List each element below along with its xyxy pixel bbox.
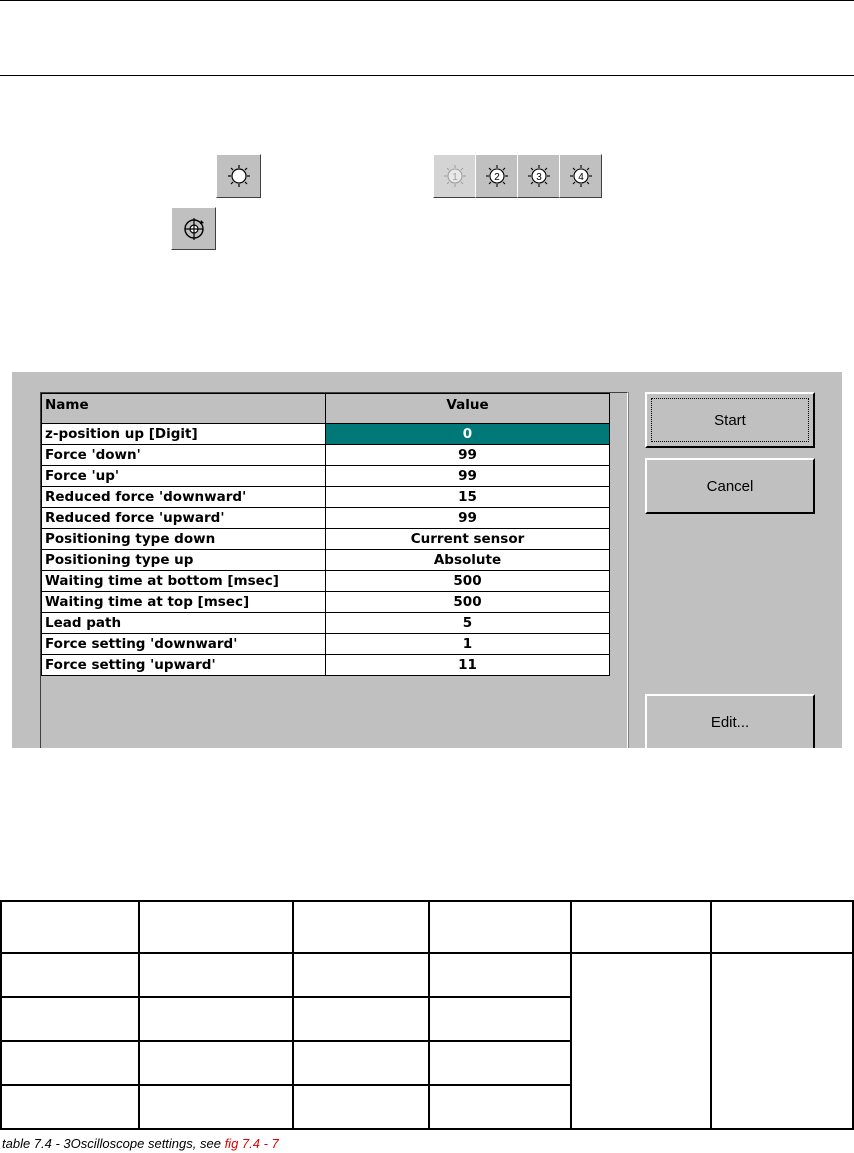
parameter-name: Positioning type up xyxy=(42,550,326,571)
numbered-sun-icon xyxy=(526,163,552,189)
parameter-name: Positioning type down xyxy=(42,529,326,550)
parameter-grid xyxy=(40,392,628,748)
parameter-value[interactable]: 99 xyxy=(326,466,610,487)
cycle-measure-button[interactable] xyxy=(171,207,216,250)
parameter-value[interactable]: 500 xyxy=(326,571,610,592)
cancel-button-label: Cancel xyxy=(706,477,754,495)
parameter-row[interactable] xyxy=(42,424,610,445)
table-cell xyxy=(571,953,711,1129)
parameter-value[interactable]: 5 xyxy=(326,613,610,634)
channel-number: 1 xyxy=(451,172,458,183)
start-button[interactable] xyxy=(645,392,815,448)
table-cell xyxy=(429,997,571,1041)
parameter-row[interactable] xyxy=(42,466,610,487)
table-cell xyxy=(139,953,293,997)
parameter-name: Force 'up' xyxy=(42,466,326,487)
numbered-sun-icon xyxy=(484,163,510,189)
parameter-row[interactable] xyxy=(42,487,610,508)
parameter-row[interactable] xyxy=(42,508,610,529)
parameter-value[interactable]: 99 xyxy=(326,508,610,529)
caption-text: table 7.4 - 3Oscilloscope settings, see xyxy=(2,1136,225,1151)
parameter-value[interactable]: Absolute xyxy=(326,550,610,571)
table-cell xyxy=(1,953,139,997)
table-header-cell xyxy=(429,901,571,953)
grid-scroll-edge xyxy=(628,392,629,748)
table-cell xyxy=(1,1085,139,1129)
cycle-icon xyxy=(181,216,207,242)
parameter-value[interactable]: 0 xyxy=(326,424,610,445)
cancel-button[interactable] xyxy=(645,458,815,514)
channel-number: 2 xyxy=(493,172,500,183)
channel-3-button[interactable] xyxy=(517,154,560,198)
parameter-row[interactable] xyxy=(42,592,610,613)
numbered-sun-icon xyxy=(568,163,594,189)
table-cell xyxy=(293,997,429,1041)
table-cell xyxy=(429,1085,571,1129)
parameter-table xyxy=(41,393,610,676)
parameter-name: Lead path xyxy=(42,613,326,634)
channel-1-button[interactable] xyxy=(433,154,476,198)
parameter-value[interactable]: 15 xyxy=(326,487,610,508)
figure-reference-link[interactable]: fig 7.4 - 7 xyxy=(224,1136,279,1151)
parameter-name: z-position up [Digit] xyxy=(42,424,326,445)
parameter-name: Force setting 'upward' xyxy=(42,655,326,676)
table-cell xyxy=(429,953,571,997)
channel-2-button[interactable] xyxy=(475,154,518,198)
parameter-dialog xyxy=(12,372,842,748)
parameter-name: Force 'down' xyxy=(42,445,326,466)
table-cell xyxy=(139,997,293,1041)
table-cell xyxy=(429,1041,571,1085)
table-header-cell xyxy=(1,901,139,953)
start-button-label: Start xyxy=(714,411,746,429)
parameter-row[interactable] xyxy=(42,655,610,676)
parameter-value[interactable]: 11 xyxy=(326,655,610,676)
channel-4-button[interactable] xyxy=(559,154,602,198)
table-cell xyxy=(1,997,139,1041)
parameter-row[interactable] xyxy=(42,571,610,592)
parameter-value[interactable]: 99 xyxy=(326,445,610,466)
table-cell xyxy=(711,953,853,1129)
single-measure-button[interactable] xyxy=(216,154,261,198)
channel-number: 3 xyxy=(535,172,542,183)
parameter-row[interactable] xyxy=(42,634,610,655)
table-cell xyxy=(293,1041,429,1085)
header-rule-top xyxy=(0,0,854,1)
table-cell xyxy=(139,1085,293,1129)
parameter-name: Force setting 'downward' xyxy=(42,634,326,655)
edit-button-label: Edit... xyxy=(710,713,750,731)
column-header-name[interactable]: Name xyxy=(42,394,326,424)
column-header-value[interactable]: Value xyxy=(326,394,610,424)
parameter-name: Waiting time at top [msec] xyxy=(42,592,326,613)
parameter-value[interactable]: Current sensor xyxy=(326,529,610,550)
table-caption xyxy=(2,1136,279,1151)
table-header-cell xyxy=(571,901,711,953)
header-rule-bottom xyxy=(0,75,854,76)
table-cell xyxy=(293,953,429,997)
table-header-cell xyxy=(139,901,293,953)
parameter-name: Reduced force 'downward' xyxy=(42,487,326,508)
parameter-name: Waiting time at bottom [msec] xyxy=(42,571,326,592)
parameter-value[interactable]: 1 xyxy=(326,634,610,655)
table-cell xyxy=(139,1041,293,1085)
parameter-name: Reduced force 'upward' xyxy=(42,508,326,529)
sun-icon xyxy=(226,163,252,189)
table-header-cell xyxy=(293,901,429,953)
table-cell xyxy=(293,1085,429,1129)
parameter-value[interactable]: 500 xyxy=(326,592,610,613)
table-cell xyxy=(1,1041,139,1085)
parameter-row[interactable] xyxy=(42,550,610,571)
numbered-sun-icon xyxy=(442,163,468,189)
parameter-row[interactable] xyxy=(42,445,610,466)
edit-button[interactable] xyxy=(645,694,815,748)
channel-number: 4 xyxy=(577,172,584,183)
parameter-row[interactable] xyxy=(42,613,610,634)
focus-rect xyxy=(651,398,809,442)
parameter-row[interactable] xyxy=(42,529,610,550)
table-header-cell xyxy=(711,901,853,953)
oscilloscope-settings-table xyxy=(0,900,854,1130)
